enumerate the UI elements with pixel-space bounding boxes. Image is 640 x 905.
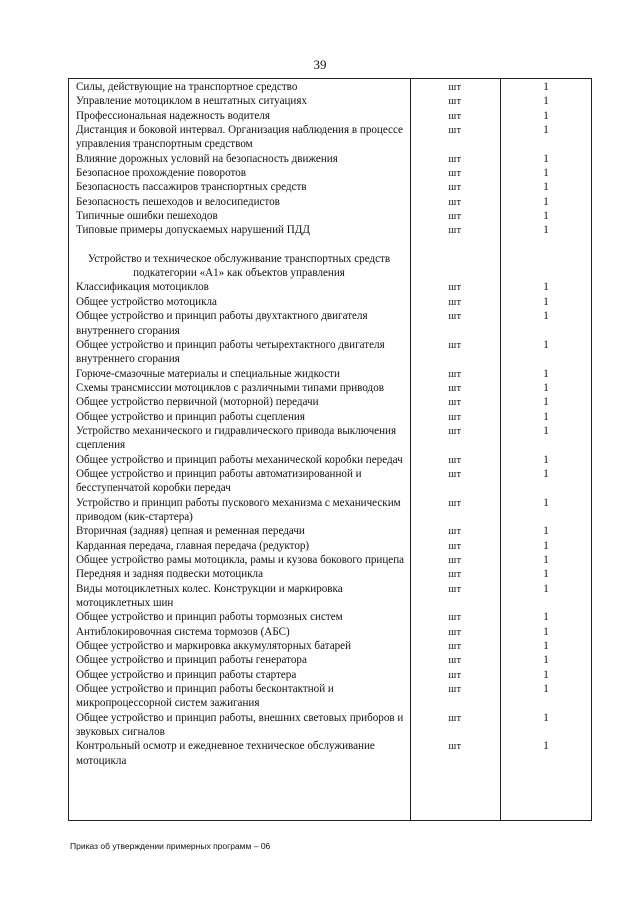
row-item-name: Контрольный осмотр и ежедневное техническое обслуживание мотоцикла xyxy=(76,740,375,767)
row-item-name: Общее устройство и принцип работы двухтактного двигателя внутреннего сгорания xyxy=(76,310,368,337)
row-item-name: Силы, действующие на транспортное средство xyxy=(76,81,298,93)
row-unit: шт xyxy=(448,583,462,595)
row-quantity: 1 xyxy=(543,195,549,208)
row-unit: шт xyxy=(448,368,462,380)
row-quantity: 1 xyxy=(543,568,549,581)
footer-note: Приказ об утверждении примерных программ – 06 xyxy=(70,841,271,851)
row-unit: шт xyxy=(448,311,462,323)
row-quantity: 1 xyxy=(543,554,549,566)
row-item-name: Устройство и техническое обслуживание транспортных средств подкатегории «А1» как объектов управления xyxy=(87,252,391,280)
row-item-name: Безопасность пассажиров транспортных средств xyxy=(76,181,307,194)
table-row xyxy=(68,711,592,740)
row-quantity: 1 xyxy=(543,654,549,667)
table-row xyxy=(68,109,592,123)
row-unit: шт xyxy=(448,712,462,724)
row-item-name: Классификация мотоциклов xyxy=(76,281,209,294)
row-unit: шт xyxy=(448,282,462,294)
row-unit: шт xyxy=(448,540,462,552)
row-unit: шт xyxy=(448,182,462,194)
row-item-name: Управление мотоциклом в нештатных ситуациях xyxy=(76,95,308,108)
row-item-name: Общее устройство и принцип работы стартера xyxy=(76,668,297,681)
row-item-name: Общее устройство и принцип работы, внешних световых приборов и звуковых сигналов xyxy=(76,711,404,739)
row-unit: шт xyxy=(448,96,462,108)
row-unit: шт xyxy=(448,411,462,423)
table-row xyxy=(68,209,592,223)
table-row xyxy=(68,524,592,538)
row-quantity: 1 xyxy=(543,625,549,638)
row-unit: шт xyxy=(448,153,462,165)
row-unit: шт xyxy=(448,497,462,509)
row-unit: шт xyxy=(448,382,462,394)
row-quantity: 1 xyxy=(543,711,549,724)
table-row xyxy=(68,567,592,581)
table-row xyxy=(68,80,592,94)
table-row xyxy=(68,424,592,453)
row-item-name: Общее устройство и принцип работы сцепления xyxy=(76,410,305,423)
row-quantity: 1 xyxy=(543,124,549,137)
row-item-name: Общее устройство и принцип работы тормозных систем xyxy=(76,611,343,624)
row-quantity: 1 xyxy=(543,453,549,466)
row-unit: шт xyxy=(448,468,462,480)
table-row xyxy=(68,682,592,711)
row-unit: шт xyxy=(448,655,462,667)
row-quantity: 1 xyxy=(543,295,549,308)
row-item-name: Общее устройство и маркировка аккумуляторных батарей xyxy=(76,640,352,653)
row-quantity: 1 xyxy=(543,224,549,237)
row-quantity: 1 xyxy=(543,525,549,538)
row-item-name: Передняя и задняя подвески мотоцикла xyxy=(76,568,263,581)
row-unit: шт xyxy=(448,641,462,653)
row-unit: шт xyxy=(448,125,462,137)
row-quantity: 1 xyxy=(543,381,549,394)
row-item-name: Устройство и принцип работы пускового механизма с механическим приводом (кик-стартера) xyxy=(76,496,401,523)
table-row xyxy=(68,653,592,667)
table-row xyxy=(68,180,592,194)
table-row xyxy=(68,280,592,294)
row-item-name: Общее устройство и принцип работы механической коробки передач xyxy=(76,453,403,466)
row-quantity: 1 xyxy=(543,310,549,323)
table-row xyxy=(68,453,592,467)
row-unit: шт xyxy=(448,110,462,122)
row-item-name: Общее устройство и принцип работы четырехтактного двигателя внутреннего сгорания xyxy=(76,338,385,366)
table-row xyxy=(68,467,592,496)
row-unit: шт xyxy=(448,626,462,638)
row-quantity: 1 xyxy=(543,410,549,423)
row-item-name: Устройство механического и гидравлического привода выключения сцепления xyxy=(76,424,397,452)
row-item-name: Горюче-смазочные материалы и специальные жидкости xyxy=(76,367,340,380)
row-unit: шт xyxy=(448,211,462,223)
table-row xyxy=(68,610,592,624)
table-row xyxy=(68,739,592,768)
row-unit: шт xyxy=(448,339,462,351)
row-quantity: 1 xyxy=(543,582,549,595)
table-row xyxy=(68,309,592,338)
row-unit: шт xyxy=(448,669,462,681)
table-row xyxy=(68,381,592,395)
table-row xyxy=(68,94,592,108)
row-unit: шт xyxy=(448,569,462,581)
row-item-name: Профессиональная надежность водителя xyxy=(76,109,270,122)
row-unit: шт xyxy=(448,555,462,566)
table-body xyxy=(68,80,592,768)
row-quantity: 1 xyxy=(543,668,549,681)
table-row xyxy=(68,395,592,409)
table-row xyxy=(68,166,592,180)
row-unit: шт xyxy=(448,454,462,466)
row-quantity: 1 xyxy=(543,424,549,437)
row-item-name: Общее устройство и принцип работы автоматизированной и бесступенчатой коробки передач xyxy=(76,467,362,495)
table-row xyxy=(68,553,592,567)
row-item-name: Типичные ошибки пешеходов xyxy=(76,210,218,223)
row-item-name: Типовые примеры допускаемых нарушений ПДД xyxy=(76,224,310,237)
row-unit: шт xyxy=(448,425,462,437)
row-item-name: Общее устройство и принцип работы генератора xyxy=(76,654,307,667)
table-row xyxy=(68,496,592,525)
row-unit: шт xyxy=(448,225,462,237)
row-item-name: Виды мотоциклетных колес. Конструкции и маркировка мотоциклетных шин xyxy=(76,582,343,610)
row-item-name: Общее устройство мотоцикла xyxy=(76,295,217,308)
row-item-name: Антиблокировочная система тормозов (АБС) xyxy=(76,625,290,638)
row-unit: шт xyxy=(448,196,462,208)
row-quantity: 1 xyxy=(543,281,549,294)
row-item-name: Влияние дорожных условий на безопасность движения xyxy=(76,152,338,165)
table-row xyxy=(68,152,592,166)
row-quantity: 1 xyxy=(543,152,549,165)
row-quantity: 1 xyxy=(543,683,549,696)
table-row xyxy=(68,367,592,381)
row-unit: шт xyxy=(448,296,462,308)
table-row xyxy=(68,582,592,611)
row-quantity: 1 xyxy=(543,95,549,108)
row-quantity: 1 xyxy=(543,109,549,122)
row-item-name: Общее устройство первичной (моторной) передачи xyxy=(76,396,319,409)
table-row xyxy=(68,338,592,367)
row-unit: шт xyxy=(448,612,462,624)
table-row xyxy=(68,223,592,237)
table-row xyxy=(68,639,592,653)
row-quantity: 1 xyxy=(543,611,549,624)
row-quantity: 1 xyxy=(543,210,549,223)
row-quantity: 1 xyxy=(543,338,549,351)
row-item-name: Карданная передача, главная передача (редуктор) xyxy=(76,539,310,552)
row-unit: шт xyxy=(448,741,462,753)
row-item-name: Вторичная (задняя) цепная и ременная передачи xyxy=(76,525,305,538)
row-quantity: 1 xyxy=(543,367,549,380)
row-unit: шт xyxy=(448,82,462,93)
row-quantity: 1 xyxy=(543,167,549,180)
row-quantity: 1 xyxy=(543,467,549,480)
row-quantity: 1 xyxy=(543,396,549,409)
row-quantity: 1 xyxy=(543,181,549,194)
section-heading-row xyxy=(68,238,592,281)
row-quantity: 1 xyxy=(543,496,549,509)
row-quantity: 1 xyxy=(543,740,549,753)
table-row xyxy=(68,539,592,553)
row-unit: шт xyxy=(448,684,462,696)
table-row xyxy=(68,123,592,152)
row-item-name: Дистанция и боковой интервал. Организация наблюдения в процессе управления транспортным средством xyxy=(76,124,403,151)
row-item-name: Безопасное прохождение поворотов xyxy=(76,167,246,180)
row-item-name: Общее устройство рамы мотоцикла, рамы и кузова бокового прицепа xyxy=(76,554,405,566)
row-unit: шт xyxy=(448,526,462,538)
table-row xyxy=(68,668,592,682)
row-unit: шт xyxy=(448,397,462,409)
page-number: 39 xyxy=(313,57,327,72)
row-quantity: 1 xyxy=(543,539,549,552)
row-quantity: 1 xyxy=(543,81,549,93)
row-quantity: 1 xyxy=(543,640,549,653)
table-row xyxy=(68,195,592,209)
table-row xyxy=(68,410,592,424)
row-item-name: Схемы трансмиссии мотоциклов с различными типами приводов xyxy=(76,381,384,394)
row-unit: шт xyxy=(448,168,462,180)
row-item-name: Общее устройство и принцип работы бесконтактной и микропроцессорной систем зажигания xyxy=(76,683,334,710)
row-item-name: Безопасность пешеходов и велосипедистов xyxy=(76,195,280,208)
table-row xyxy=(68,625,592,639)
table-row xyxy=(68,295,592,309)
